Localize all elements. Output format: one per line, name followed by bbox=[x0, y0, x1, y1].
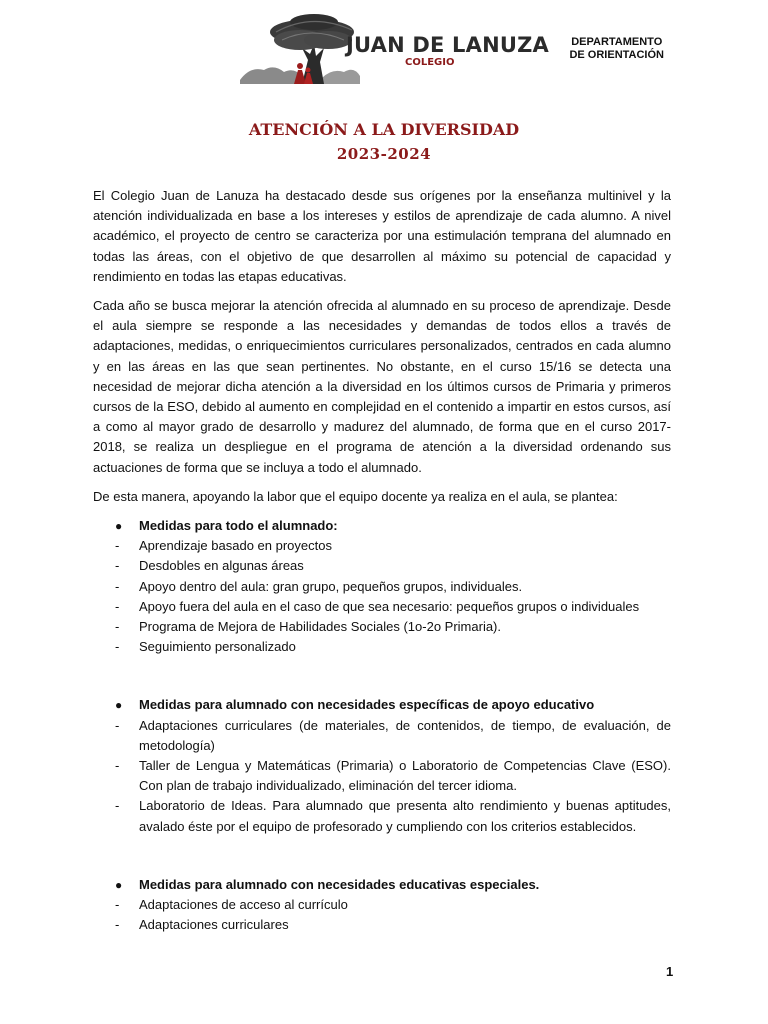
list-item: - Aprendizaje basado en proyectos bbox=[115, 538, 332, 554]
department-line-1: DEPARTAMENTO bbox=[571, 36, 663, 48]
intro-paragraph: El Colegio Juan de Lanuza ha destacado desde sus orígenes por la enseñanza multinivel y la atención individualizada en base a los intereses y estilos de aprendizaje de cada alumno. A nivel académico, el proyecto de centro se caracteriza por una estimulación temprana del alumnado en todas las áreas, con el objetivo de que desarrollen al máximo su potencial de capacidad y rendimiento en todas las etapas educativas. bbox=[93, 188, 671, 284]
list-item: - Adaptaciones curriculares bbox=[115, 917, 289, 933]
document-title: ATENCIÓN A LA DIVERSIDAD bbox=[248, 120, 520, 139]
bullet-marker: ● bbox=[115, 519, 123, 534]
list-item: - Laboratorio de Ideas. Para alumnado que presenta alto rendimiento y buenas aptitudes, avalado éste por el equipo de profesorado y cumpliendo con los criterios establecidos. bbox=[115, 798, 671, 834]
list-item: - Adaptaciones de acceso al currículo bbox=[115, 897, 348, 913]
list-heading: ● Medidas para alumnado con necesidades específicas de apoyo educativo bbox=[93, 695, 671, 715]
section-spacer bbox=[93, 657, 671, 695]
measures-list-general bbox=[93, 516, 671, 657]
list-item: - Taller de Lengua y Matemáticas (Primaria) o Laboratorio de Competencias Clave (ESO). Con plan de trabajo individualizado, eliminación del tercer idioma. bbox=[115, 758, 671, 794]
list-item: - Apoyo fuera del aula en el caso de que sea necesario: pequeños grupos o individuales bbox=[115, 598, 640, 614]
bullet-marker: ● bbox=[115, 698, 123, 713]
document-year: 2023-2024 bbox=[336, 145, 432, 163]
department-label bbox=[569, 36, 664, 62]
list-heading: ● Medidas para alumnado con necesidades educativas especiales. bbox=[93, 875, 671, 895]
section-spacer bbox=[93, 837, 671, 875]
department-line-2: DE ORIENTACIÓN bbox=[569, 49, 664, 61]
list-item: - Seguimiento personalizado bbox=[115, 639, 296, 655]
context-paragraph: Cada año se busca mejorar la atención ofrecida al alumnado en su proceso de aprendizaje. Desde el aula siempre se responde a las necesidades y demandas de todos ellos a través de adaptaciones, medidas, o enriquecimientos curriculares personalizados, centrados en cada alumno y en las áreas en las que sean pertinentes. No obstante, en el curso 15/16 se detecta una necesidad de mejorar dicha atención a la diversidad en los últimos cursos de Primaria y primeros cursos de la ESO, debido al aumento en complejidad en el contenido a impartir en estos cursos, así a como al mayor grado de desarrollo y madurez del alumnado, de forma que en el curso 2017- 2018, se realiza un despliegue en el programa de atención a la diversidad ordenando sus actuaciones de forma que se incluya a todo el alumnado. bbox=[93, 298, 671, 475]
measures-list-specific-support bbox=[93, 695, 671, 836]
list-item: - Adaptaciones curriculares (de materiales, de contenidos, de tiempo, de evaluación, de metodología) bbox=[115, 717, 671, 753]
list-item: - Apoyo dentro del aula: gran grupo, pequeños grupos, individuales. bbox=[115, 578, 523, 594]
document-body bbox=[93, 186, 671, 936]
page-number: 1 bbox=[666, 964, 674, 979]
list-item: - Desdobles en algunas áreas bbox=[115, 558, 304, 574]
list-item: - Programa de Mejora de Habilidades Sociales (1o-2o Primaria). bbox=[115, 619, 502, 635]
logo-subtitle: COLEGIO bbox=[405, 57, 455, 68]
list-heading: ● Medidas para todo el alumnado: bbox=[93, 516, 671, 536]
logo-name: JUAN DE LANUZA bbox=[346, 33, 549, 57]
proposal-paragraph: De esta manera, apoyando la labor que el equipo docente ya realiza en el aula, se plantea: bbox=[93, 488, 618, 504]
bullet-marker: ● bbox=[115, 877, 123, 892]
measures-list-special-needs bbox=[93, 875, 671, 936]
